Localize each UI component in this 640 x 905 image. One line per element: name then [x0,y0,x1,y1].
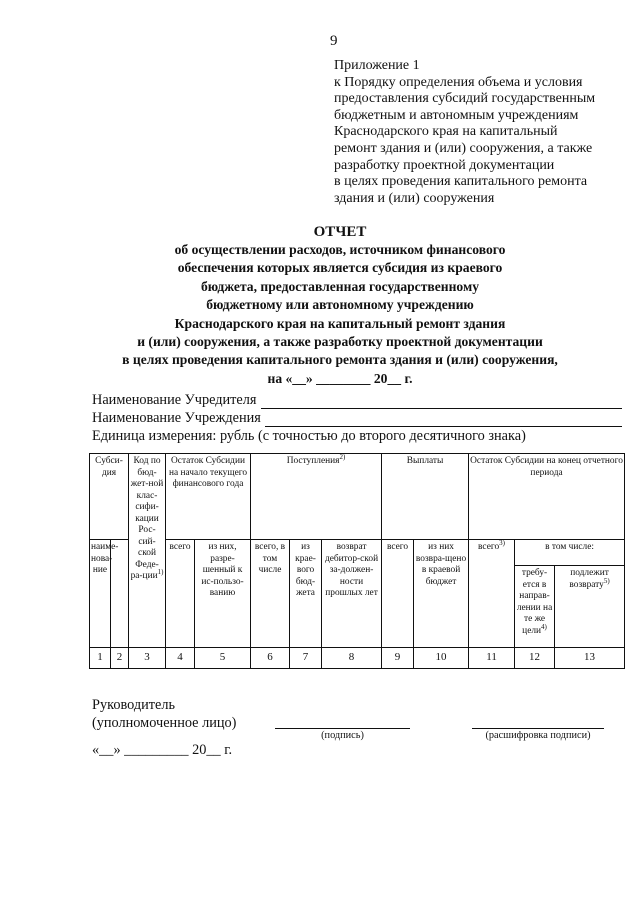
header-cell: из них, разре-шенный к ис-пользо-ванию [195,540,251,648]
header-receipts-text: Поступления [286,456,340,466]
header-cell [515,566,555,648]
subtitle-line: в целях проведения капитального ремонта здания и (или) сооружения, [122,352,558,368]
date-line: «__» _________ 20__ г. [92,742,233,758]
footnote-marker: 5) [603,576,610,585]
appendix-line: Краснодарского края на капитальный [334,124,558,140]
header-cell [555,566,625,648]
header-cell: в том числе: [515,540,625,566]
header-cell: всего [166,540,195,648]
appendix-line: здания и (или) сооружения [334,190,495,206]
subtitle-line: бюджета, предоставленная государственному [200,278,480,294]
column-number: 9 [382,648,414,669]
column-number: 2 [111,648,129,669]
header-cell [469,540,515,648]
header-cell: всего [382,540,414,648]
header-fields [92,391,622,446]
institution-row [92,409,622,427]
column-number: 6 [251,648,290,669]
header-cell: Субси-дия [90,454,129,540]
header-cell: из них возвра-щено в краевой бюджет [414,540,469,648]
report-title: ОТЧЕТ [313,224,367,240]
footnote-marker: 1) [157,567,164,576]
header-cell: из крае-вого бюд-жета [290,540,322,648]
column-number-row [90,648,625,669]
founder-label: Наименование Учредителя [92,392,257,408]
header-to-return-text: подлежит возврату [569,568,609,590]
appendix-line: разработку проектной документации [334,157,555,173]
report-subtitle [40,241,640,388]
subtitle-line: об осуществлении расходов, источником финансового [174,242,506,257]
header-required-text: требу-ется в направ-лении на те же цели [516,568,553,636]
column-number: 10 [414,648,469,669]
appendix-line: бюджетным и автономным учреждениям [334,107,579,123]
signature-block [92,696,236,732]
appendix-line: Приложение 1 [334,58,420,73]
header-row-2 [90,540,625,566]
header-cell [129,454,166,648]
column-number: 11 [469,648,515,669]
report-table [89,453,625,669]
column-number: 7 [290,648,322,669]
appendix-line: ремонт здания и (или) сооружения, а также [334,140,593,156]
subtitle-line: на «__» ________ 20__ г. [267,370,413,386]
column-number: 1 [90,648,111,669]
footnote-marker: 2) [339,452,346,461]
signature-caption: (подпись) [321,730,364,741]
institution-field[interactable] [265,413,622,427]
header-cell: Остаток Субсидии на начало текущего финансового года [166,454,251,540]
unit-text: Единица измерения: рубль (с точностью до второго десятичного знака) [92,428,526,445]
signature-line[interactable] [275,728,410,729]
header-cell: возврат дебитор-ской за-должен-ности прошлых лет [322,540,382,648]
header-cell: Остаток Субсидии на конец отчетного периода [469,454,625,540]
appendix-line: к Порядку определения объема и условия [334,74,583,90]
column-number: 5 [195,648,251,669]
subtitle-line: и (или) сооружения, а также разработку проектной документации [137,334,543,350]
head-label: Руководитель [92,697,176,713]
footnote-marker: 3) [499,538,505,547]
header-row-1 [90,454,625,540]
subtitle-line: обеспечения которых является субсидия из краевого [177,260,503,276]
column-number: 4 [166,648,195,669]
page-number: 9 [330,33,338,49]
column-number: 12 [515,648,555,669]
signature-decode-line[interactable] [472,728,604,729]
subtitle-line: бюджетному или автономному учреждению [206,297,474,313]
header-cell: всего, в том числе [251,540,290,648]
header-total-3-text: всего [478,542,500,552]
footnote-marker: 4) [541,622,547,631]
appendix-header [334,58,624,207]
founder-row [92,391,622,409]
header-cell [111,540,129,648]
header-code-text: Код по бюд-жет-ной клас-сифи-кации Рос-сий-ской Феде-ра-ции [130,456,164,581]
institution-label: Наименование Учреждения [92,410,261,427]
unit-row [92,427,622,445]
column-number: 8 [322,648,382,669]
appendix-line: в целях проведения капитального ремонта [334,174,588,190]
authorized-label: (уполномоченное лицо) [92,715,237,731]
signature-decode-caption: (расшифровка подписи) [485,730,591,741]
header-cell [251,454,382,540]
column-number: 3 [129,648,166,669]
column-number: 13 [555,648,625,669]
founder-field[interactable] [261,395,623,409]
subtitle-line: Краснодарского края на капитальный ремонт здания [174,315,506,331]
header-cell: Выплаты [382,454,469,540]
appendix-line: предоставления субсидий государственным [334,91,596,107]
header-cell: наиме-нова-ние [90,540,111,648]
